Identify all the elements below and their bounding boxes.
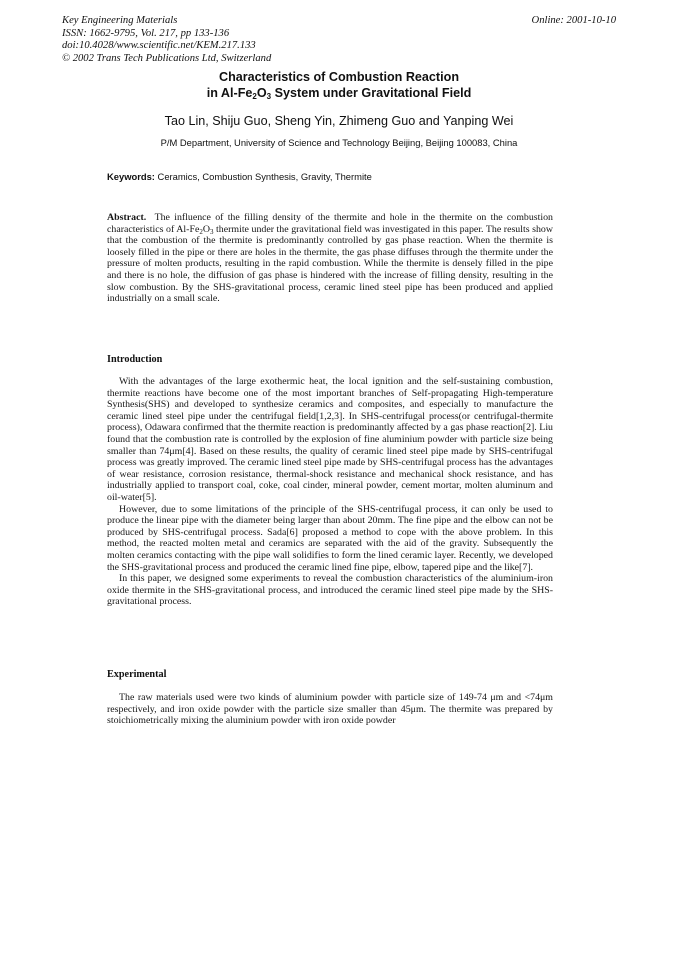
intro-paragraph-3: In this paper, we designed some experiments to reveal the combustion characteristics of the aluminium-iron oxide thermite in the SHS-gravitational process, and introduced the ceramic lined steel pipe made by the SHS-gravitational process. [107,573,553,608]
issn-line: ISSN: 1662-9795, Vol. 217, pp 133-136 [62,27,230,39]
affiliation: P/M Department, University of Science and Technology Beijing, Beijing 100083, China [160,137,518,148]
experimental-section [107,692,553,727]
intro-paragraph-1: With the advantages of the large exothermic heat, the local ignition and the self-sustaining combustion, thermite reactions have become one of the most important branches of Self-propagating High-temperature Synthesis(SHS) and developed to synthesize ceramics and composites, and especially to manufacture the ceramic lined steel pipe under the centrifugal field[1,2,3]. In SHS-centrifugal process(or centrifugal-thermite process), Odawara confirmed that the thermite reaction is predominantly affected by a gas phase reaction[2]. Liu found that the combustion rate is controlled by the explosion of fine aluminium powder with particle size being smaller than 74μm[4]. Based on these results, the quality of ceramic lined steel pipe made by SHS-centrifugal process was greatly improved. The ceramic lined steel pipe made by SHS-centrifugal process has the advantages of wear resistance, corrosion resistance, thermal-shock resistance and mechanical shock resistance, and has industrially applied to transport coal, coke, coal cinder, mineral powder, cement mortar, molten aluminum and oil-water[5]. [107,376,553,503]
journal-header [62,15,271,65]
introduction-section [107,376,553,608]
introduction-heading: Introduction [107,354,163,365]
experimental-paragraph-1: The raw materials used were two kinds of aluminium powder with particle size of 149-74 μm and <74μm respectively, and iron oxide powder with the particle size smaller than 45μm. The thermite was prepared by stoichiometrically mixing the aluminium powder with iron oxide powder [107,692,553,727]
title-line-2: in $Al-Fe_2O_3$ System under Gravitational Field [206,86,472,101]
experimental-heading: Experimental [107,669,167,680]
copyright-line: © 2002 Trans Tech Publications Ltd, Switzerland [62,52,272,64]
paper-title [0,69,678,101]
doi-line: doi:10.4028/www.scientific.net/KEM.217.133 [62,40,256,51]
author-list: Tao Lin, Shiju Guo, Sheng Yin, Zhimeng Guo and Yanping Wei [164,114,514,128]
title-line-1: Characteristics of Combustion Reaction [218,70,460,84]
abstract-label: Abstract. [107,212,147,223]
keywords-text: Ceramics, Combustion Synthesis, Gravity, Thermite [157,171,372,182]
online-date: Online: 2001-10-10 [531,15,616,26]
keywords [107,171,372,182]
keywords-label: Keywords: [107,171,155,182]
abstract: Abstract. The influence of the filling density of the thermite and hole in the thermite on the combustion characteristics of $Al-Fe_2O_3$ thermite under the gravitational field was investigated in this paper. The results show that the combustion of the thermite is predominantly controlled by gas phase reaction. When the thermite is loosely filled in the pipe or there are holes in the thermite, the gas phase diffuses through the thermite under the pressure of molten products, resulting in the rapid combustion. While the thermite is densely filled in the pipe and there is no hole, the diffusion of gas phase is hindered with the increase of filling density, resulting in the slow combustion. By the SHS-gravitational process, ceramic lined steel pipe has been produced and applied industrially on a small scale. [107,212,553,305]
intro-paragraph-2: However, due to some limitations of the principle of the SHS-centrifugal process, it can only be used to produce the linear pipe with the diameter being larger than about 20mm. The fine pipe and the elbow can not be produced by SHS-centrifugal process. Sada[6] proposed a method to cope with the above problem. In this method, the reacted molten metal and ceramics are separated with the aid of the gravity. Subsequently the molten ceramics contacting with the pipe wall solidifies to form the lined ceramic layer. Recently, we developed the SHS-gravitational process and produced the ceramic lined fine pipe, elbow, tapered pipe and the like[7]. [107,503,553,573]
journal-name: Key Engineering Materials [62,15,178,26]
